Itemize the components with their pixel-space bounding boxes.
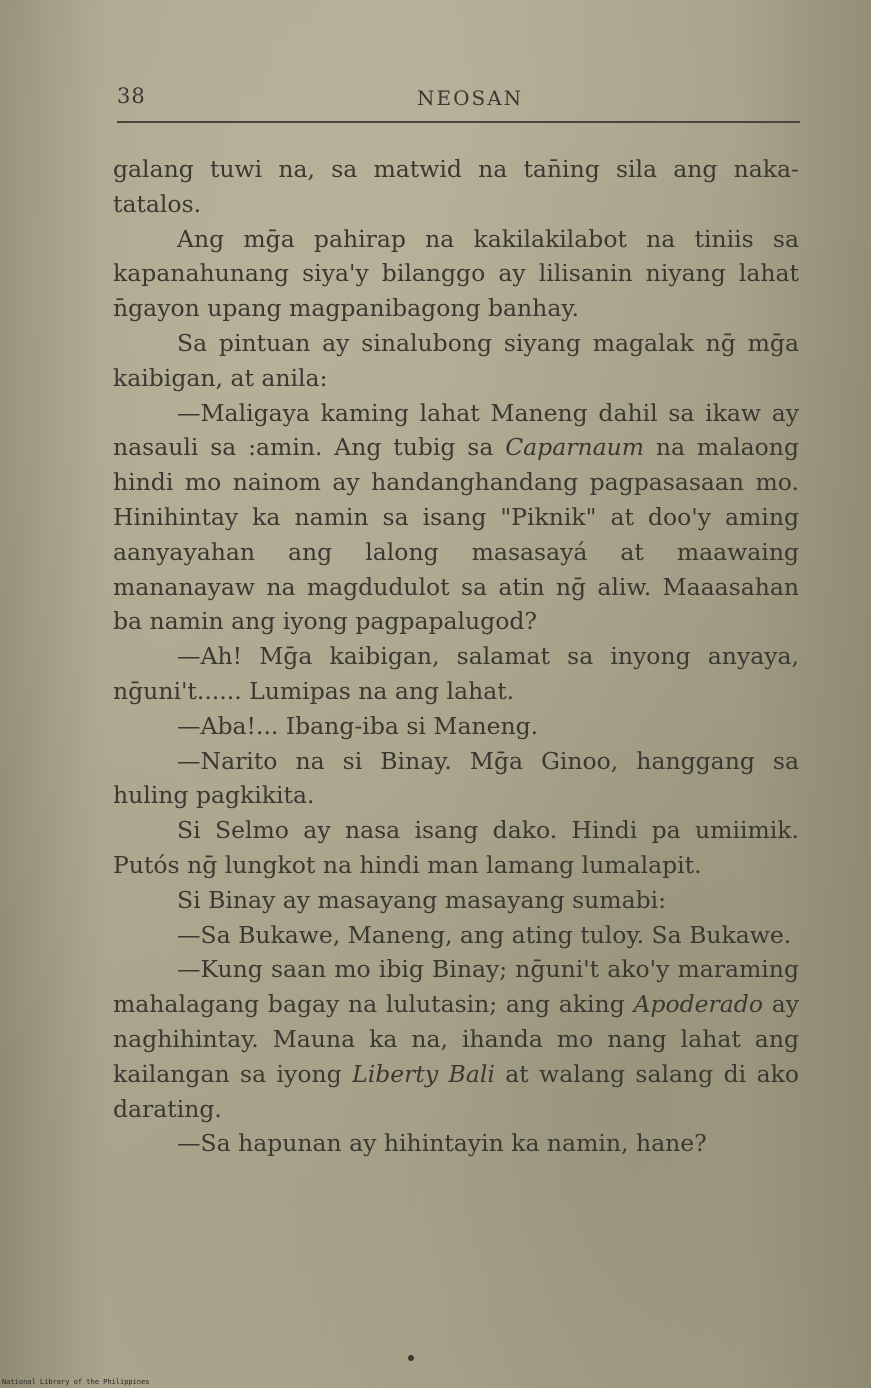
paragraph bbox=[113, 883, 799, 918]
paragraph-text: Sa pintuan ay sinalubong siyang magalak nḡ mḡa kaibigan, at anila: bbox=[113, 328, 799, 392]
italic-term: Liberty Bali bbox=[352, 1059, 495, 1088]
paragraph-text: —Sa hapunan ay hihintayin ka namin, hane? bbox=[177, 1129, 707, 1158]
library-credit: National Library of the Philippines bbox=[2, 1378, 150, 1386]
paragraph-text: —Kung saan mo ibig Binay; nḡuni't ako'y maraming mahalagang bagay na lulutasin; ang aking bbox=[113, 955, 799, 1019]
paragraph bbox=[113, 222, 799, 326]
paragraph-text: Si Binay ay masayang masayang sumabi: bbox=[177, 885, 667, 914]
paragraph-text: ay naghihintay. Mauna ka na, ihanda mo nang lahat ang kailangan sa iyong bbox=[113, 990, 799, 1088]
paragraph-text: Si Selmo ay nasa isang dako. Hindi pa umiimik. Putós nḡ lungkot na hindi man lamang lumalapit. bbox=[113, 816, 799, 879]
ink-speck bbox=[408, 1355, 414, 1361]
italic-term: Caparnaum bbox=[505, 433, 645, 462]
paragraph bbox=[113, 639, 799, 709]
paragraph bbox=[113, 709, 799, 744]
italic-term: Apoderado bbox=[633, 990, 763, 1019]
body-text bbox=[113, 152, 799, 1161]
header-rule bbox=[117, 121, 800, 123]
paragraph-text: —Maligaya kaming lahat Maneng dahil sa ikaw ay nasauli sa :amin. Ang tubig sa bbox=[113, 398, 799, 462]
paragraph-text: at walang salang di ako darating. bbox=[113, 1059, 800, 1123]
paragraph bbox=[113, 396, 799, 640]
page-header bbox=[117, 84, 800, 120]
paragraph-text: —Ah! Mḡa kaibigan, salamat sa inyong anyaya, nḡuni't...... Lumipas na ang lahat. bbox=[113, 642, 799, 705]
paragraph-text: —Sa Bukawe, Maneng, ang ating tuloy. Sa Bukawe. bbox=[177, 920, 792, 949]
running-title: NEOSAN bbox=[417, 86, 524, 110]
paragraph-text: —Aba!... Ibang-iba si Maneng. bbox=[177, 711, 539, 740]
paragraph-text: galang tuwi na, sa matwid na tan̄ing sila ang naka- tatalos. bbox=[113, 155, 799, 218]
paragraph bbox=[113, 952, 799, 1126]
paragraph-text: Ang mḡa pahirap na kakilakilabot na tiniis sa kapanahunang siya'y bilanggo ay lilisanin niyang lahat n̄gayon upang magpanibagong banhay. bbox=[113, 224, 799, 323]
paragraph bbox=[113, 152, 799, 222]
paragraph bbox=[113, 813, 799, 883]
paragraph bbox=[113, 744, 799, 814]
paragraph-text: —Narito na si Binay. Mḡa Ginoo, hanggang sa huling pagkikita. bbox=[113, 746, 799, 810]
page-number: 38 bbox=[117, 84, 146, 108]
paragraph bbox=[113, 918, 799, 953]
paragraph-text: na malaong hindi mo nainom ay handanghandang pagpasasaan mo. Hinihintay ka namin sa isang "Piknik" at doo'y aming aanyayahan ang lalong masasayá at maawaing mananayaw na magdudulot sa atin nḡ aliw. Maaasahan ba namin ang iyong pagpapalugod? bbox=[113, 433, 799, 636]
paragraph bbox=[113, 1126, 799, 1161]
paragraph bbox=[113, 326, 799, 396]
